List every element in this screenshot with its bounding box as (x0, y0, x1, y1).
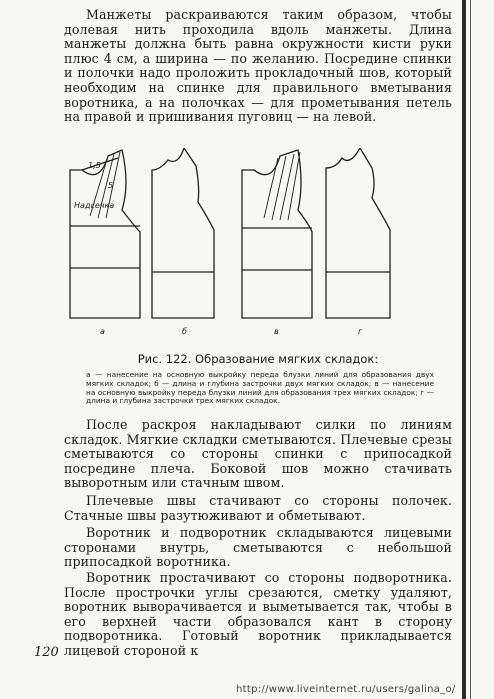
paragraph-shoulder-seams: Плечевые швы стачивают со стороны полочек. Стачные швы разутюживают и обметывают. (64, 493, 452, 523)
annotation-notch: Надсечка (74, 201, 115, 210)
footer-url[interactable]: http://www.liveinternet.ru/users/galina_o/ (236, 684, 456, 695)
pattern-drawing-a (70, 150, 140, 318)
label-g: г (358, 327, 363, 336)
figure-legend: а — нанесение на основную выкройку переда блузки линий для образования двух мягких складок; б — длина и глубина застрочки двух мягких складок; в — нанесение на основную выкройку переда блузки линий для образования трех мягких складок; г — длина и глубина застрочки трех мягких складок. (86, 370, 434, 406)
label-a: а (100, 327, 105, 336)
annotation-dim-1-5: 1,5 (88, 161, 101, 170)
page-number: 120 (34, 645, 59, 660)
label-b: б (182, 327, 187, 336)
figure-caption: Рис. 122. Образование мягких складок: (137, 352, 379, 366)
figure-122-pattern-drawings (60, 148, 400, 338)
page-binding-line (470, 0, 471, 699)
paragraph-collar: Воротник и подворотник складываются лицевыми сторонами внутрь, сметываются с небольшой припосадкой воротника. (64, 525, 452, 570)
paragraph-basting: После раскроя накладывают силки по линиям складок. Мягкие складки сметываются. Плечевые срезы сметываются со стороны спинки с припосадкой посредине плеча. Боковой шов можно стачивать выворотным или стачным швом. (64, 417, 452, 491)
pattern-drawing-v (242, 150, 312, 318)
annotation-dim-5: 5 (108, 181, 114, 190)
paragraph-collar-stitching: Воротник простачивают со стороны подворотника. После прострочки углы срезаются, сметку удаляют, воротник выворачивается и выметывается так, чтобы в его верхней части образовался кант в сторону подворотника. Готовый воротник прикладывается лицевой стороной к (64, 570, 452, 658)
paragraph-cuffs: Манжеты раскраиваются таким образом, чтобы долевая нить проходила вдоль манжеты. Длина манжеты должна быть равна окружности кисти руки плюс 4 см, а ширина — по желанию. Посредине спинки и полочки надо проложить прокладочный шов, который необходим на спинке для правильного вметывания воротника, а на полочках — для прометывания петель на правой и пришивания пуговиц — на левой. (64, 7, 452, 125)
pattern-drawing-b (152, 148, 214, 318)
pattern-drawing-g (326, 148, 390, 318)
page-binding-edge (462, 0, 466, 699)
label-v: в (274, 327, 279, 336)
